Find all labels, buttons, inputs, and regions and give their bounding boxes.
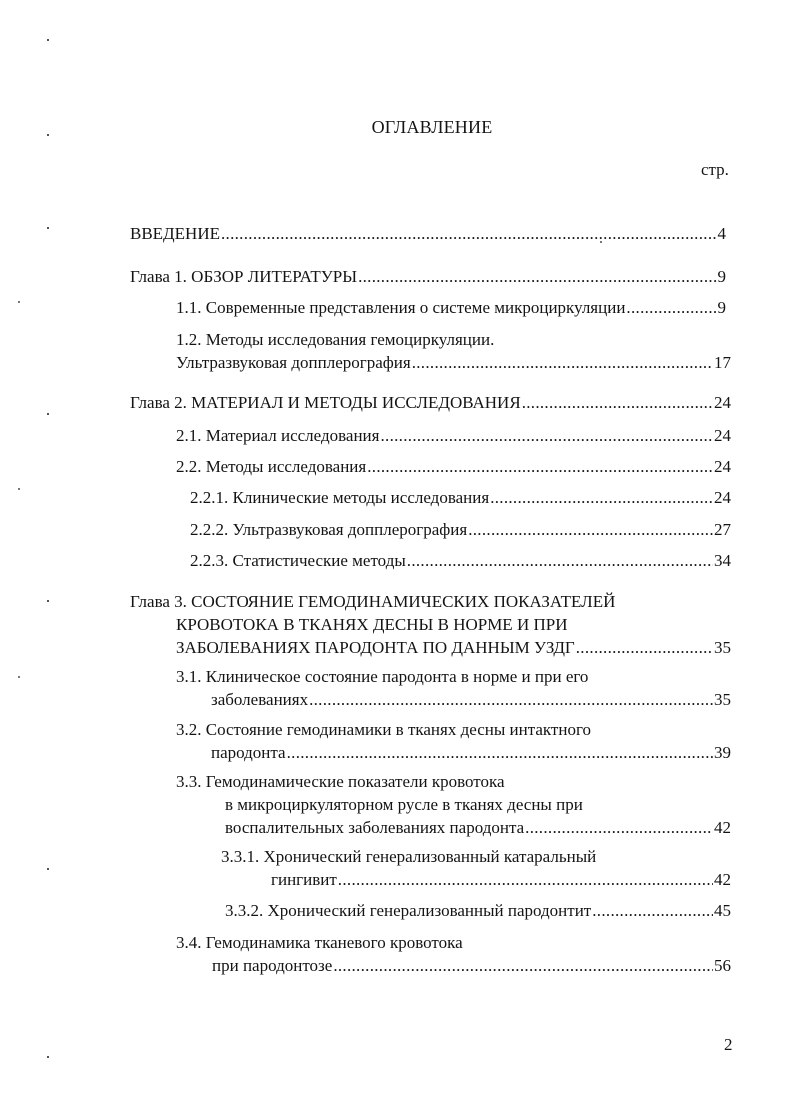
dot-leader (221, 222, 717, 245)
toc-entry-3-3-1[interactable] (221, 845, 731, 891)
toc-entry-title: 2.2.1. Клинические методы исследования (190, 488, 490, 507)
toc-entry-page: 4 (717, 224, 726, 243)
toc-entry-introduction[interactable] (130, 222, 726, 245)
toc-entry-page: 34 (714, 551, 731, 570)
scan-speck (47, 134, 49, 136)
page-column-label: стр. (701, 160, 729, 179)
dot-leader (287, 741, 713, 764)
toc-entry-title-line: в микроциркуляторном русле в тканях десны при (225, 795, 583, 814)
dot-leader (522, 391, 713, 414)
toc-entry-2-2-2[interactable] (190, 518, 731, 541)
dot-leader (490, 486, 713, 509)
toc-entry-3-3[interactable] (176, 770, 731, 839)
dot-leader (407, 549, 713, 572)
dot-leader (367, 455, 713, 478)
toc-entry-2-2-1[interactable] (190, 486, 731, 509)
scan-speck (47, 413, 49, 415)
toc-entry-page: 39 (714, 743, 731, 762)
toc-entry-title: 2.2. Методы исследования (176, 457, 367, 476)
toc-entry-title: 3.3.2. Хронический генерализованный пародонтит (225, 901, 592, 920)
toc-entry-title: воспалительных заболеваниях пародонта (225, 818, 525, 837)
toc-entry-page: 42 (714, 818, 731, 837)
toc-entry-chapter-1[interactable] (130, 265, 726, 288)
scan-speck (47, 227, 49, 229)
toc-entry-title-line: 3.1. Клиническое состояние пародонта в норме и при его (176, 667, 589, 686)
scan-speck (47, 1056, 49, 1058)
dot-leader (592, 899, 713, 922)
toc-entry-title-line: 3.3.1. Хронический генерализованный катаральный (221, 847, 597, 866)
dot-leader (626, 296, 716, 319)
toc-entry-page: 24 (714, 457, 731, 476)
dot-leader (576, 636, 713, 659)
scan-speck (47, 39, 49, 41)
toc-entry-title: пародонта (211, 743, 286, 762)
toc-entry-title: при пародонтозе (212, 956, 333, 975)
toc-entry-page: 24 (714, 393, 731, 412)
toc-entry-chapter-2[interactable] (130, 391, 731, 414)
toc-entry-page: 9 (717, 267, 726, 286)
dot-leader (358, 265, 716, 288)
toc-entry-page: 17 (714, 353, 731, 372)
toc-entry-chapter-3[interactable] (130, 590, 731, 659)
dot-leader (338, 868, 713, 891)
toc-entry-page: 35 (714, 638, 731, 657)
page-title: ОГЛАВЛЕНИЕ (371, 117, 493, 137)
toc-entry-title-line: Глава 3. СОСТОЯНИЕ ГЕМОДИНАМИЧЕСКИХ ПОКАЗАТЕЛЕЙ (130, 592, 616, 611)
toc-entry-page: 35 (714, 690, 731, 709)
dot-leader (468, 518, 713, 541)
toc-entry-title: 1.1. Современные представления о системе микроциркуляции (176, 298, 626, 317)
toc-entry-1-1[interactable] (176, 296, 726, 319)
toc-entry-title-line: 3.4. Гемодинамика тканевого кровотока (176, 933, 463, 952)
toc-entry-3-1[interactable] (176, 665, 731, 711)
toc-entry-title: Ультразвуковая допплерография (176, 353, 411, 372)
toc-entry-2-2[interactable] (176, 455, 731, 478)
toc-entry-2-2-3[interactable] (190, 549, 731, 572)
toc-entry-1-2[interactable] (176, 328, 731, 374)
toc-entry-page: 45 (714, 901, 731, 920)
scan-speck (47, 600, 49, 602)
toc-entry-3-3-2[interactable] (225, 899, 731, 922)
dot-leader (380, 424, 713, 447)
toc-entry-title-line: КРОВОТОКА В ТКАНЯХ ДЕСНЫ В НОРМЕ И ПРИ (176, 615, 568, 634)
scan-speck (18, 301, 20, 303)
toc-entry-page: 56 (714, 956, 731, 975)
toc-entry-page: 9 (717, 298, 726, 317)
toc-entry-3-4[interactable] (176, 931, 731, 977)
toc-entry-page: 42 (714, 870, 731, 889)
dot-leader (333, 954, 713, 977)
scan-speck (47, 868, 49, 870)
toc-entry-title: ВВЕДЕНИЕ (130, 224, 220, 243)
toc-entry-title: гингивит (271, 870, 337, 889)
toc-entry-page: 27 (714, 520, 731, 539)
dot-leader (309, 688, 713, 711)
toc-entry-page: 24 (714, 426, 731, 445)
scan-speck (600, 241, 602, 243)
scan-speck (18, 676, 20, 678)
toc-entry-title: 2.2.2. Ультразвуковая допплерография (190, 520, 468, 539)
toc-entry-title-line: 3.2. Состояние гемодинамики в тканях десны интактного (176, 720, 592, 739)
toc-entry-title: Глава 1. ОБЗОР ЛИТЕРАТУРЫ (130, 267, 358, 286)
dot-leader (412, 351, 713, 374)
toc-entry-title: заболеваниях (211, 690, 309, 709)
toc-entry-page: 24 (714, 488, 731, 507)
toc-entry-title: ЗАБОЛЕВАНИЯХ ПАРОДОНТА ПО ДАННЫМ УЗДГ (176, 638, 575, 657)
toc-entry-title: Глава 2. МАТЕРИАЛ И МЕТОДЫ ИССЛЕДОВАНИЯ (130, 393, 521, 412)
toc-entry-title: 2.1. Материал исследования (176, 426, 380, 445)
toc-entry-title-line: 3.3. Гемодинамические показатели кровотока (176, 772, 505, 791)
page-number: 2 (724, 1035, 733, 1054)
toc-entry-title-line: 1.2. Методы исследования гемоциркуляции. (176, 330, 495, 349)
scan-speck (18, 488, 20, 490)
toc-entry-2-1[interactable] (176, 424, 731, 447)
toc-entry-3-2[interactable] (176, 718, 731, 764)
toc-entry-title: 2.2.3. Статистические методы (190, 551, 406, 570)
dot-leader (525, 816, 713, 839)
